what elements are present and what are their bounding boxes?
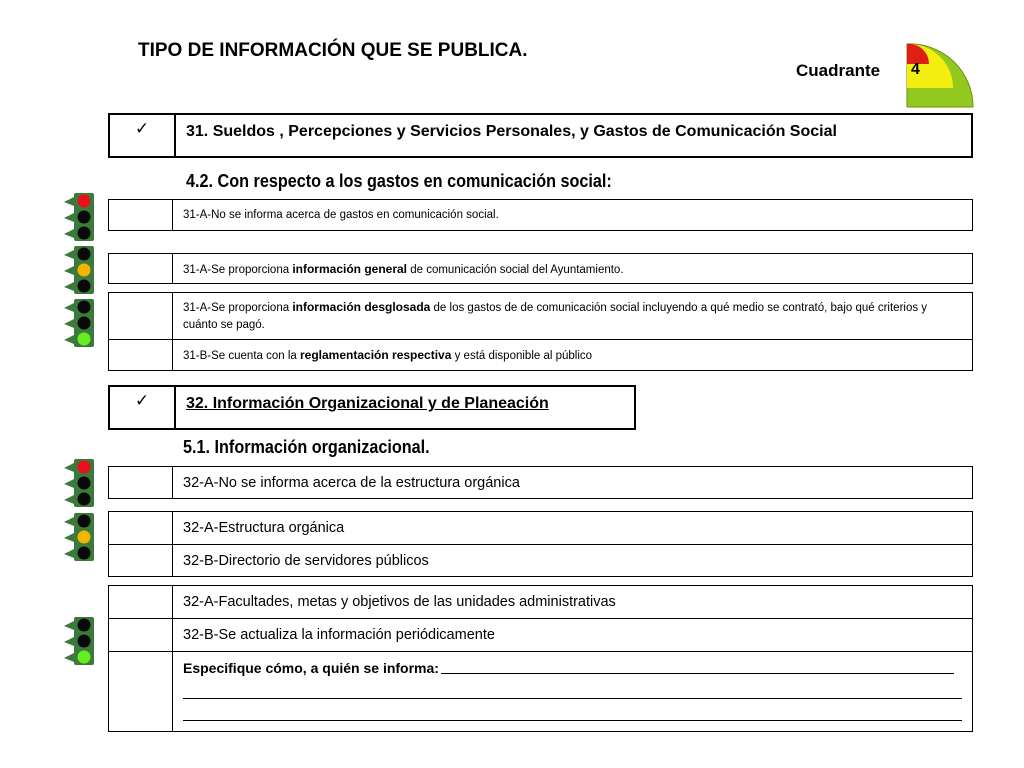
check-cell[interactable] <box>109 254 173 283</box>
section-31-title: 31. Sueldos , Percepciones y Servicios Personales, y Gastos de Comunicación Social <box>186 123 837 140</box>
table-31-red <box>108 199 973 231</box>
traffic-light-visor <box>64 533 74 542</box>
table-row <box>109 339 972 370</box>
row-text: 32-A-Facultades, metas y objetivos de las unidades administrativas <box>183 594 616 610</box>
traffic-light-lamp <box>78 619 91 632</box>
traffic-light-lamp <box>78 635 91 648</box>
traffic-light-icon <box>62 616 102 666</box>
table-32-yellow <box>108 511 973 577</box>
checkmark-icon: ✓ <box>110 387 176 428</box>
traffic-light-lamp <box>78 211 91 224</box>
quadrant-label: Cuadrante <box>796 61 881 80</box>
traffic-light-green <box>62 298 102 348</box>
check-cell[interactable] <box>109 619 173 651</box>
specify-cell[interactable] <box>173 652 972 731</box>
check-cell[interactable] <box>109 200 173 230</box>
traffic-light-lamp <box>78 280 91 293</box>
traffic-light-lamp <box>78 317 91 330</box>
section-32-subtitle: 5.1. Información organizacional. <box>183 437 430 457</box>
traffic-light-lamp <box>78 264 91 277</box>
check-cell[interactable] <box>109 293 173 339</box>
row-text: 31-B-Se cuenta con la reglamentación respectiva y está disponible al público <box>183 348 593 362</box>
table-32-red <box>108 466 973 499</box>
traffic-light-visor <box>64 517 74 526</box>
traffic-light-lamp <box>78 248 91 261</box>
traffic-light-lamp <box>78 301 91 314</box>
answer-line[interactable] <box>441 673 954 674</box>
check-cell[interactable] <box>109 512 173 544</box>
section-31-header <box>108 113 973 158</box>
table-row <box>109 293 972 339</box>
traffic-light-lamp <box>78 461 91 474</box>
traffic-light-visor <box>64 213 74 222</box>
traffic-light-visor <box>64 319 74 328</box>
quadrant-logo <box>905 42 975 109</box>
traffic-light-green <box>62 616 102 666</box>
traffic-light-icon <box>62 458 102 508</box>
row-text: 32-A-Estructura orgánica <box>183 520 345 536</box>
row-text: 32-B-Se actualiza la información periódicamente <box>183 627 495 643</box>
traffic-light-icon <box>62 245 102 295</box>
traffic-light-visor <box>64 229 74 238</box>
traffic-light-visor <box>64 479 74 488</box>
table-row <box>109 200 972 230</box>
traffic-light-red <box>62 458 102 508</box>
check-cell[interactable] <box>109 340 173 370</box>
traffic-light-lamp <box>78 493 91 506</box>
table-row <box>109 467 972 498</box>
row-text: 32-B-Directorio de servidores públicos <box>183 552 429 569</box>
table-row <box>109 586 972 618</box>
checkmark-icon: ✓ <box>110 115 176 156</box>
check-cell[interactable] <box>109 586 173 618</box>
check-cell[interactable] <box>109 467 173 498</box>
section-32-header <box>108 385 636 430</box>
traffic-light-yellow <box>62 245 102 295</box>
check-cell[interactable] <box>109 652 173 731</box>
traffic-light-lamp <box>78 651 91 664</box>
traffic-light-lamp <box>78 195 91 208</box>
traffic-light-icon <box>62 512 102 562</box>
answer-line[interactable] <box>183 698 962 699</box>
table-row <box>109 512 972 544</box>
traffic-light-visor <box>64 303 74 312</box>
traffic-light-yellow <box>62 512 102 562</box>
traffic-light-lamp <box>78 227 91 240</box>
table-31-yellow <box>108 253 973 284</box>
row-text: 31-A-Se proporciona información desglosada de los gastos de de comunicación social incluyendo a qué medio se contrató, bajo qué criterios y cuánto se pagó. <box>183 299 928 331</box>
traffic-light-icon <box>62 298 102 348</box>
quadrant-number: 4 <box>911 61 920 78</box>
section-32-title: 32. Información Organizacional y de Planeación <box>186 395 549 412</box>
answer-line[interactable] <box>183 720 962 721</box>
traffic-light-lamp <box>78 333 91 346</box>
traffic-light-lamp <box>78 547 91 560</box>
traffic-light-visor <box>64 197 74 206</box>
row-text: 31-A-No se informa acerca de gastos en comunicación social. <box>183 209 499 221</box>
table-31-green <box>108 292 973 371</box>
traffic-light-visor <box>64 250 74 259</box>
traffic-light-icon <box>62 192 102 242</box>
row-text: 32-A-No se informa acerca de la estructura orgánica <box>183 474 520 491</box>
traffic-light-visor <box>64 266 74 275</box>
traffic-light-visor <box>64 549 74 558</box>
traffic-light-visor <box>64 463 74 472</box>
traffic-light-lamp <box>78 477 91 490</box>
table-32-green <box>108 585 973 732</box>
traffic-light-visor <box>64 621 74 630</box>
table-row <box>109 544 972 576</box>
traffic-light-visor <box>64 637 74 646</box>
traffic-light-lamp <box>78 531 91 544</box>
traffic-light-visor <box>64 653 74 662</box>
traffic-light-red <box>62 192 102 242</box>
traffic-light-visor <box>64 495 74 504</box>
specify-label: Especifique cómo, a quién se informa: <box>183 660 439 676</box>
table-row <box>109 618 972 651</box>
table-row <box>109 651 972 731</box>
page-title: TIPO DE INFORMACIÓN QUE SE PUBLICA. <box>138 40 528 61</box>
row-text: 31-A-Se proporciona información general de comunicación social del Ayuntamiento. <box>183 261 624 276</box>
traffic-light-lamp <box>78 515 91 528</box>
section-31-subtitle: 4.2. Con respecto a los gastos en comunicación social: <box>186 171 612 191</box>
traffic-light-visor <box>64 282 74 291</box>
check-cell[interactable] <box>109 545 173 576</box>
traffic-light-visor <box>64 335 74 344</box>
table-row <box>109 254 972 283</box>
